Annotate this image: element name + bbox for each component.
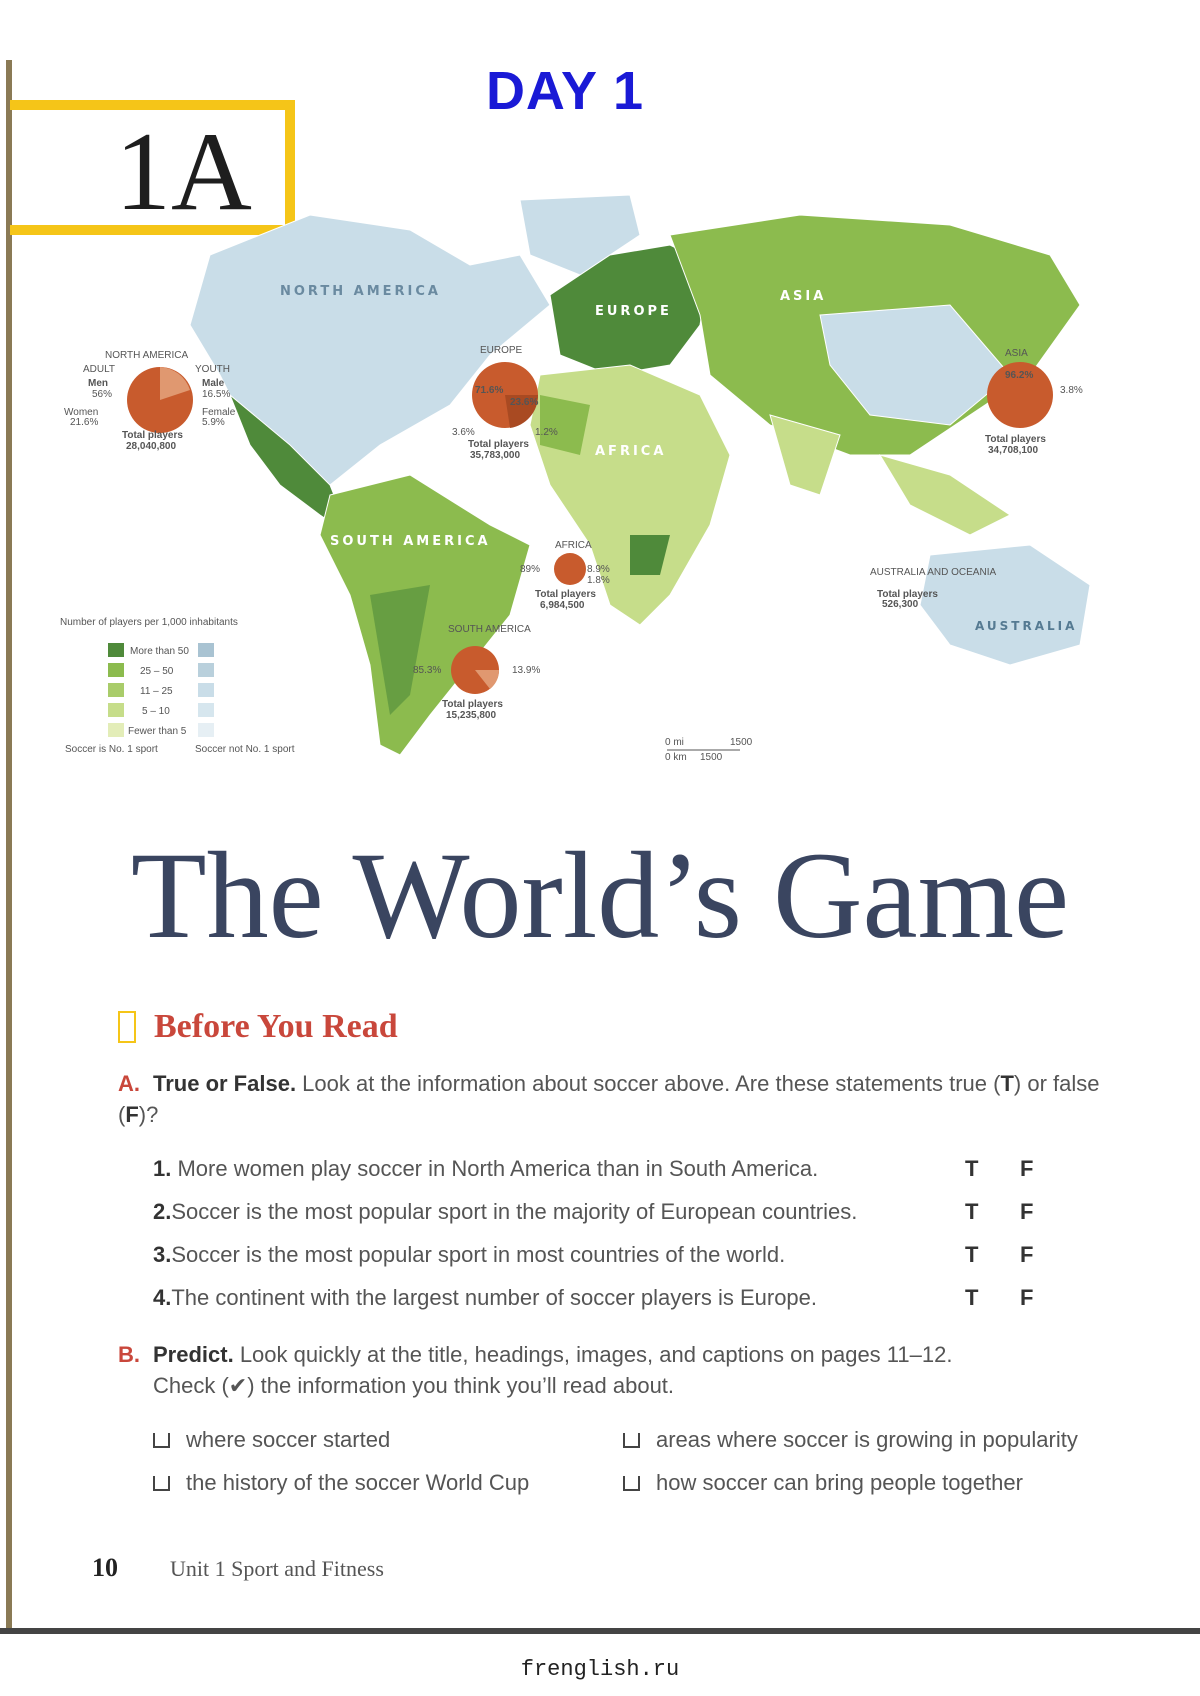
bottom-rule bbox=[0, 1628, 1200, 1634]
legend-swatch-1b bbox=[198, 643, 214, 657]
legend-item-1: More than 50 bbox=[130, 646, 189, 657]
checklist-item[interactable] bbox=[623, 1470, 1023, 1496]
exercise-a-f: F bbox=[125, 1102, 139, 1127]
checklist-label: how soccer can bring people together bbox=[656, 1470, 1023, 1495]
na-men-label: Men bbox=[88, 378, 108, 389]
asia-pie-a: 96.2% bbox=[1005, 370, 1034, 381]
exercise-a-t: T bbox=[1000, 1071, 1014, 1096]
false-option[interactable]: F bbox=[1020, 1156, 1034, 1181]
exercise-b-instructions bbox=[118, 1339, 1128, 1401]
checkbox-icon[interactable] bbox=[153, 1433, 170, 1448]
statement-text: Soccer is the most popular sport in the majority of European countries. bbox=[171, 1199, 858, 1224]
exercise-a-letter: A. bbox=[118, 1071, 140, 1096]
legend-swatch-1 bbox=[108, 643, 124, 657]
africa-total-label: Total players bbox=[535, 589, 596, 600]
north-america-pie-group bbox=[64, 350, 236, 452]
checklist-item[interactable] bbox=[153, 1427, 390, 1453]
legend-item-2: 25 – 50 bbox=[140, 666, 174, 677]
na-female-pct: 5.9% bbox=[202, 417, 225, 428]
legend-item-5: Fewer than 5 bbox=[128, 726, 187, 737]
scale-mi-max: 1500 bbox=[730, 737, 753, 748]
na-male-label: Male bbox=[202, 378, 225, 389]
statement-row bbox=[153, 1199, 1053, 1225]
oceania-total-label: Total players bbox=[877, 589, 938, 600]
legend-swatch-3b bbox=[198, 683, 214, 697]
page-number: 10 bbox=[92, 1553, 118, 1582]
watermark: frenglish.ru bbox=[520, 1657, 680, 1682]
africa-pie-a: 89% bbox=[520, 564, 541, 575]
australia-landmass bbox=[920, 545, 1090, 665]
asia-total: 34,708,100 bbox=[988, 445, 1039, 456]
na-women-label: Women bbox=[64, 407, 99, 418]
statement-num: 2. bbox=[153, 1199, 172, 1224]
section-marker bbox=[118, 1011, 136, 1043]
map-label-australia: AUSTRALIA bbox=[975, 619, 1078, 633]
na-men-pct: 56% bbox=[92, 389, 113, 400]
africa-pie-title: AFRICA bbox=[555, 540, 592, 551]
exercise-b-line1: Look quickly at the title, headings, images, and captions on pages 11–12. bbox=[233, 1342, 953, 1367]
na-total-label: Total players bbox=[122, 430, 183, 441]
eu-pie-title: EUROPE bbox=[480, 345, 523, 356]
sa-pie-a: 85.3% bbox=[413, 665, 442, 676]
statement-num: 3. bbox=[153, 1242, 172, 1267]
unit-title: Unit 1 Sport and Fitness bbox=[170, 1556, 384, 1581]
checklist-item[interactable] bbox=[623, 1427, 1078, 1453]
oceania-total: 526,300 bbox=[882, 599, 919, 610]
exercise-a-bold: True or False. bbox=[153, 1071, 297, 1096]
southeast-asia-landmass bbox=[880, 455, 1010, 535]
statement-text: More women play soccer in North America than in South America. bbox=[171, 1156, 819, 1181]
africa-pie-b: 8.9% bbox=[587, 564, 610, 575]
statement-text: Soccer is the most popular sport in most countries of the world. bbox=[171, 1242, 786, 1267]
statement-num: 4. bbox=[153, 1285, 172, 1310]
true-option[interactable]: T bbox=[965, 1285, 979, 1310]
exercise-b-letter: B. bbox=[118, 1342, 140, 1367]
na-pie-title: NORTH AMERICA bbox=[105, 350, 189, 361]
section-heading: Before You Read bbox=[154, 1008, 398, 1045]
na-women-pct: 21.6% bbox=[70, 417, 99, 428]
map-label-africa: AFRICA bbox=[595, 444, 667, 459]
na-female-label: Female bbox=[202, 407, 236, 418]
statement-row bbox=[153, 1242, 1053, 1268]
false-option[interactable]: F bbox=[1020, 1199, 1034, 1224]
lesson-code: 1A bbox=[115, 110, 252, 234]
asia-total-label: Total players bbox=[985, 434, 1046, 445]
scale-km-max: 1500 bbox=[700, 752, 723, 763]
sa-total-label: Total players bbox=[442, 699, 503, 710]
exercise-b-bold: Predict. bbox=[153, 1342, 234, 1367]
section-header bbox=[118, 1008, 398, 1046]
checklist-label: areas where soccer is growing in popularity bbox=[656, 1427, 1078, 1452]
checklist-label: the history of the soccer World Cup bbox=[186, 1470, 530, 1495]
na-adult-label: ADULT bbox=[83, 364, 116, 375]
legend-swatch-4 bbox=[108, 703, 124, 717]
world-map bbox=[50, 195, 1180, 815]
legend-swatch-4b bbox=[198, 703, 214, 717]
statement-text: The continent with the largest number of soccer players is Europe. bbox=[171, 1285, 818, 1310]
statement-num: 1. bbox=[153, 1156, 172, 1181]
legend-item-3: 11 – 25 bbox=[140, 686, 173, 697]
legend-soccer-not-first: Soccer not No. 1 sport bbox=[195, 744, 295, 755]
exercise-a-instructions bbox=[118, 1068, 1128, 1130]
checklist-label: where soccer started bbox=[186, 1427, 391, 1452]
map-legend bbox=[60, 617, 295, 755]
exercise-b-line2: Check (✔) the information you think you’ll read about. bbox=[153, 1373, 675, 1398]
statement-row bbox=[153, 1285, 1053, 1311]
false-option[interactable]: F bbox=[1020, 1285, 1034, 1310]
true-option[interactable]: T bbox=[965, 1242, 979, 1267]
eu-pie-a: 71.6% bbox=[475, 385, 504, 396]
map-label-north-america: NORTH AMERICA bbox=[280, 284, 441, 299]
legend-item-4: 5 – 10 bbox=[142, 706, 170, 717]
scale-mi: 0 mi bbox=[665, 737, 684, 748]
oceania-title: AUSTRALIA AND OCEANIA bbox=[870, 567, 997, 578]
sa-pie-title: SOUTH AMERICA bbox=[448, 624, 531, 635]
false-option[interactable]: F bbox=[1020, 1242, 1034, 1267]
south-america-landmass bbox=[320, 475, 530, 755]
legend-swatch-3 bbox=[108, 683, 124, 697]
na-male-pct: 16.5% bbox=[202, 389, 231, 400]
sa-pie-b: 13.9% bbox=[512, 665, 541, 676]
africa-pie-c: 1.8% bbox=[587, 575, 610, 586]
legend-title: Number of players per 1,000 inhabitants bbox=[60, 617, 238, 628]
true-option[interactable]: T bbox=[965, 1156, 979, 1181]
na-total: 28,040,800 bbox=[126, 441, 177, 452]
scale-km: 0 km bbox=[665, 752, 687, 763]
asia-pie-b: 3.8% bbox=[1060, 385, 1083, 396]
legend-swatch-5b bbox=[198, 723, 214, 737]
map-label-europe: EUROPE bbox=[595, 304, 672, 319]
legend-swatch-2 bbox=[108, 663, 124, 677]
eu-total-label: Total players bbox=[468, 439, 529, 450]
day-heading: DAY 1 bbox=[485, 61, 645, 121]
eu-pie-d: 1.2% bbox=[535, 427, 558, 438]
exercise-a-end: )? bbox=[138, 1102, 159, 1127]
asia-pie-title: ASIA bbox=[1005, 348, 1028, 359]
exercise-a-text: Look at the information about soccer above. Are these statements true ( bbox=[296, 1071, 1001, 1096]
statement-row bbox=[153, 1156, 1053, 1182]
map-scale bbox=[665, 737, 753, 763]
exercise-a-mid: ) or false ( bbox=[118, 1071, 1100, 1127]
legend-swatch-5 bbox=[108, 723, 124, 737]
checkbox-icon[interactable] bbox=[623, 1433, 640, 1448]
true-option[interactable]: T bbox=[965, 1199, 979, 1224]
checklist-item[interactable] bbox=[153, 1470, 529, 1496]
map-label-south-america: SOUTH AMERICA bbox=[330, 534, 491, 549]
na-youth-label: YOUTH bbox=[195, 364, 230, 375]
map-label-asia: ASIA bbox=[780, 289, 827, 304]
eu-pie-b: 23.6% bbox=[510, 397, 539, 408]
checkbox-icon[interactable] bbox=[153, 1476, 170, 1491]
legend-swatch-2b bbox=[198, 663, 214, 677]
eu-pie-c: 3.6% bbox=[452, 427, 475, 438]
checkbox-icon[interactable] bbox=[623, 1476, 640, 1491]
eu-total: 35,783,000 bbox=[470, 450, 521, 461]
sa-total: 15,235,800 bbox=[446, 710, 497, 721]
legend-soccer-first: Soccer is No. 1 sport bbox=[65, 744, 158, 755]
page-title: The World’s Game bbox=[130, 827, 1070, 964]
africa-total: 6,984,500 bbox=[540, 600, 585, 611]
africa-pie bbox=[554, 553, 586, 585]
